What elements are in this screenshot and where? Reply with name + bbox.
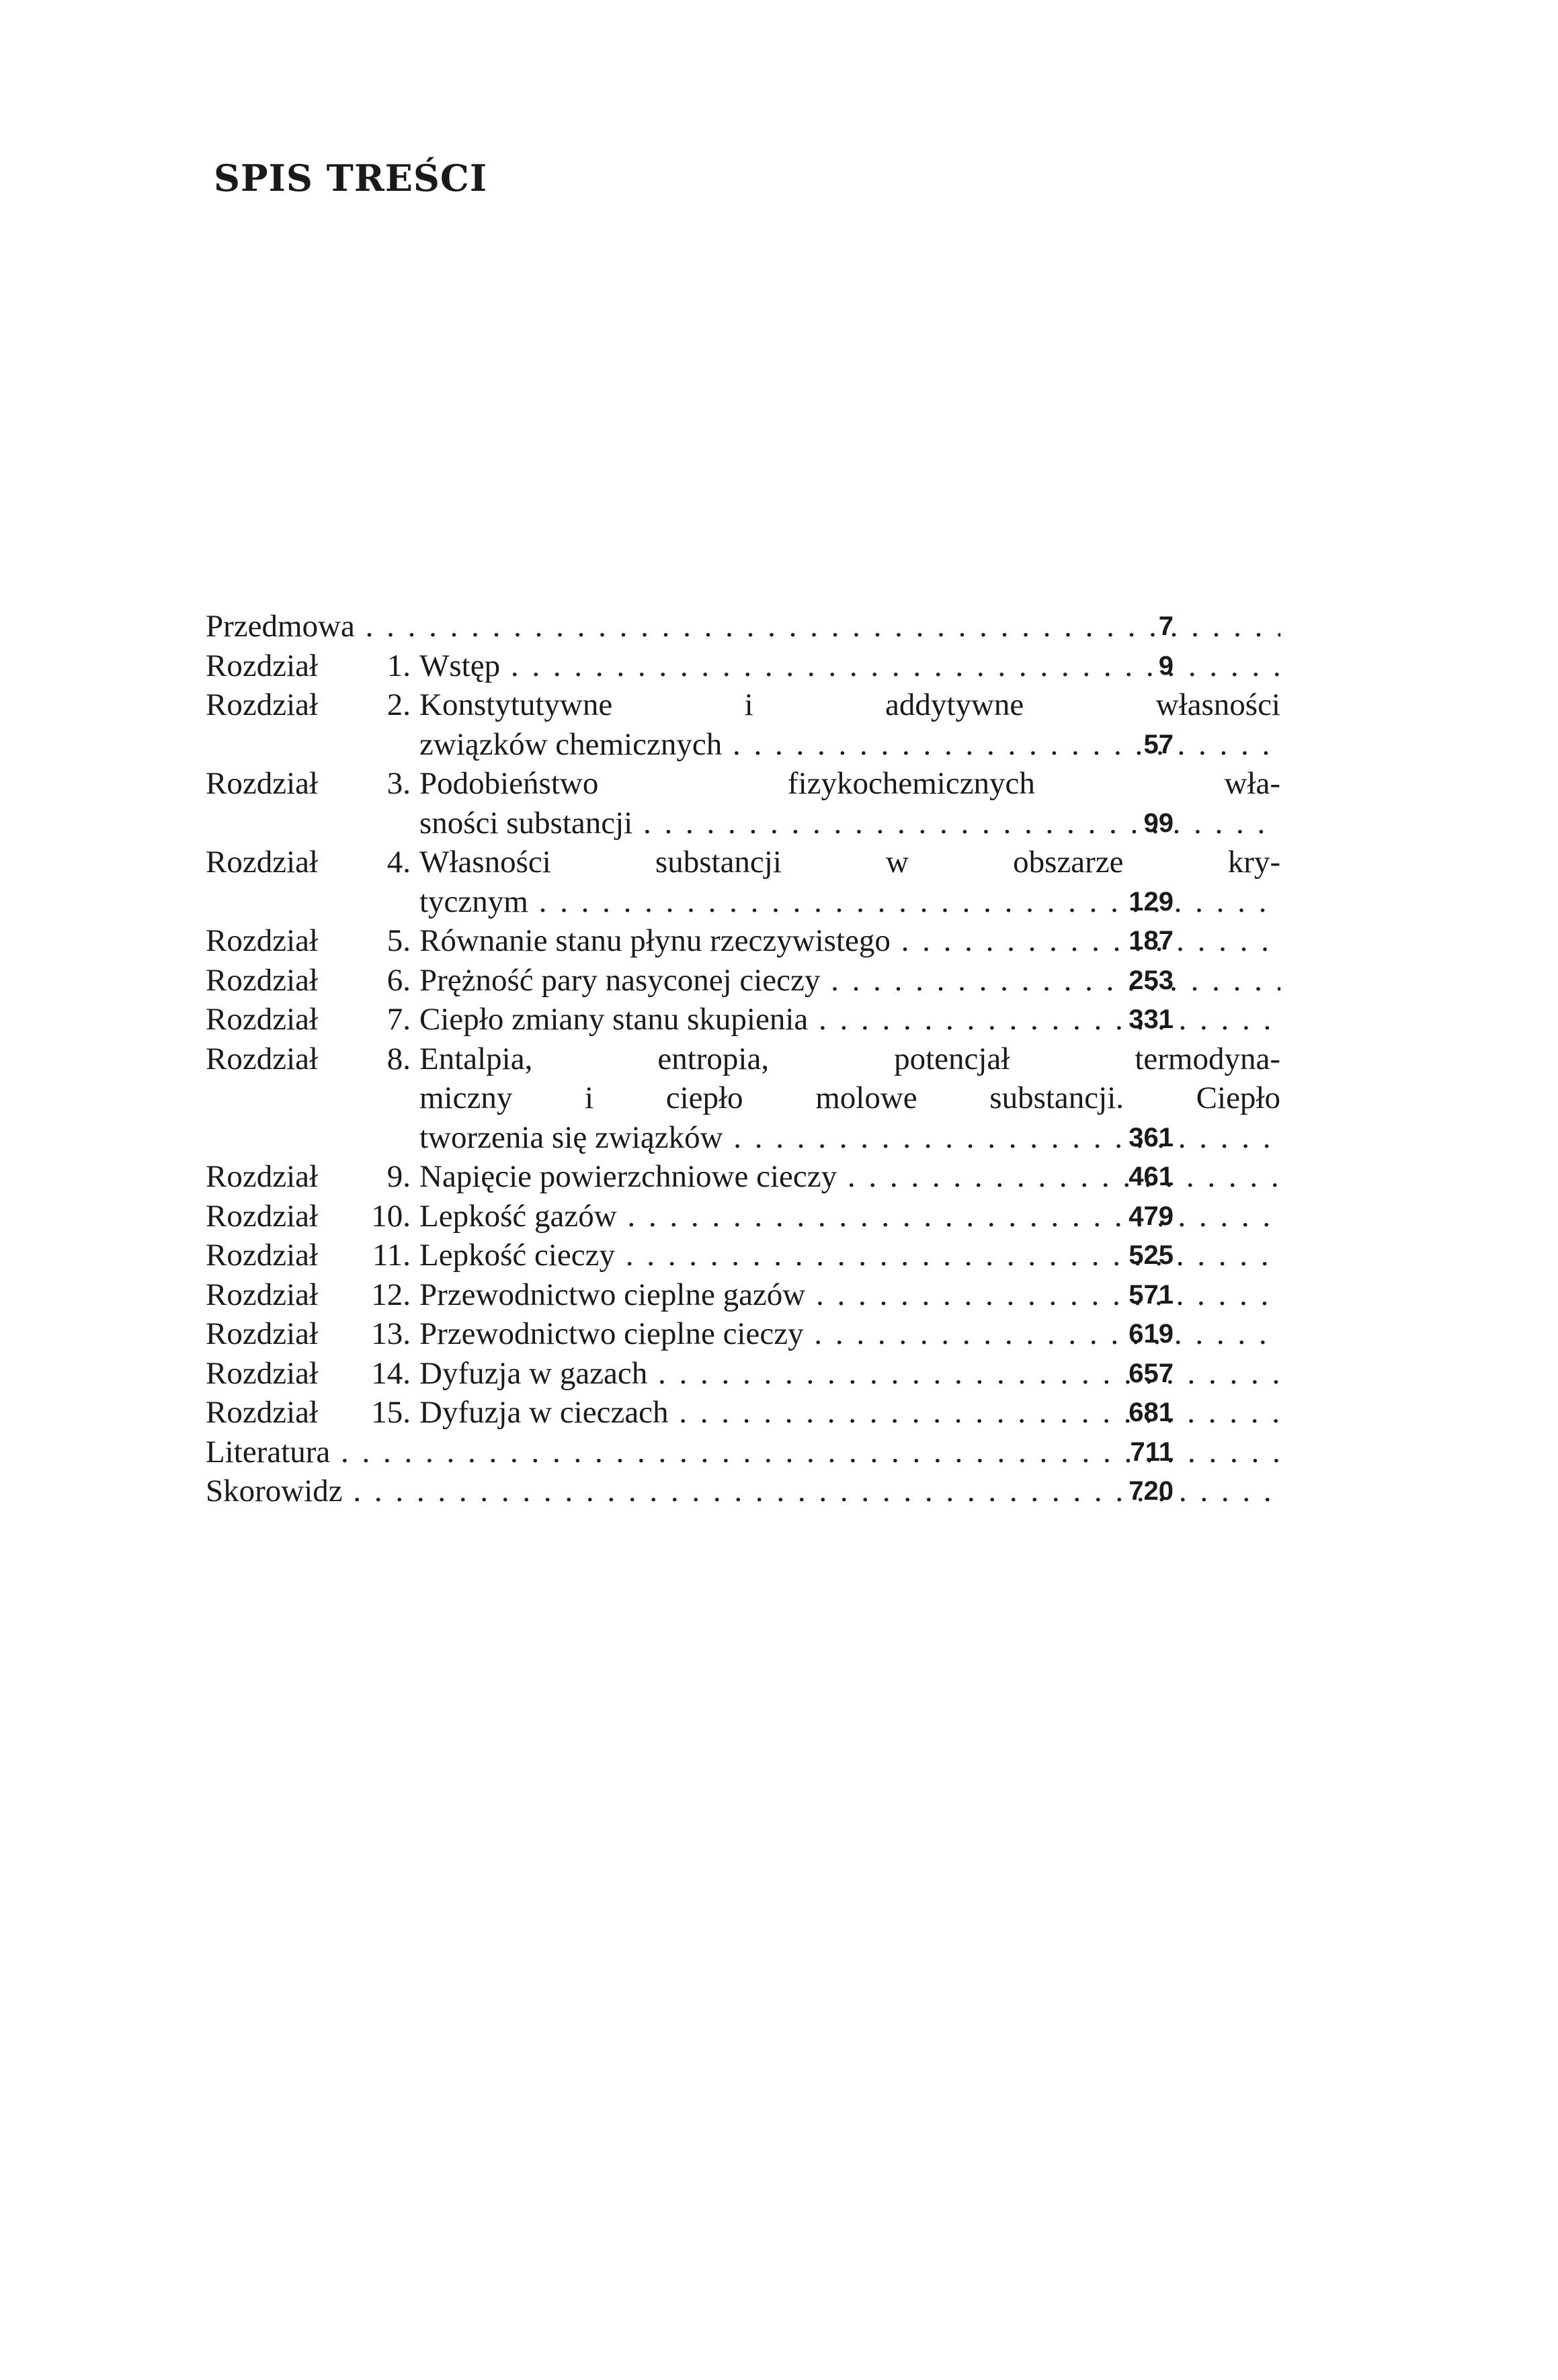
- toc-line: [206, 1275, 1174, 1315]
- toc-entry-title: Ciepło zmiany stanu skupienia . .: [419, 1000, 1280, 1039]
- toc-entry-number: 6.: [386, 962, 411, 998]
- toc-entry-title: tycznym . .: [419, 882, 1280, 922]
- toc-line: [206, 1157, 1174, 1197]
- toc-entry-label: Rozdział: [206, 766, 319, 801]
- toc-page-number: 479: [1129, 1201, 1174, 1231]
- toc-entry-title: Własności substancji w obszarze kry-: [419, 845, 1280, 880]
- toc-entry-label: Rozdział: [206, 1041, 319, 1076]
- toc-entry-label: Rozdział: [206, 1316, 319, 1351]
- toc-entry-number: 11.: [372, 1238, 411, 1273]
- toc-entry-title: Napięcie powierzchniowe cieczy . .: [419, 1157, 1280, 1197]
- toc-page-number: 99: [1143, 808, 1174, 838]
- toc-entry-title: Przewodnictwo cieplne cieczy . .: [419, 1314, 1280, 1354]
- toc-entry-number: 14.: [371, 1355, 411, 1391]
- toc-page-number: 525: [1129, 1240, 1174, 1270]
- toc-line: [206, 961, 1174, 1001]
- toc-entry-number: 3.: [386, 766, 411, 801]
- toc-page-number: 681: [1129, 1398, 1174, 1427]
- toc-page-number: 253: [1129, 965, 1174, 995]
- toc-entry-number: 15.: [371, 1395, 411, 1430]
- toc-page-number: 720: [1129, 1476, 1174, 1506]
- toc-page-number: 657: [1129, 1358, 1174, 1388]
- toc-entry-label: Rozdział: [206, 845, 319, 880]
- toc-page-number: 571: [1129, 1279, 1174, 1310]
- toc-entry-number: 5.: [386, 923, 411, 958]
- toc-entry-title: Przedmowa . .: [206, 607, 1280, 646]
- toc-page-number: 711: [1130, 1437, 1174, 1467]
- toc-entry-title: sności substancji . .: [419, 804, 1280, 843]
- toc-line: [206, 646, 1174, 686]
- toc-line: [206, 1433, 1174, 1472]
- table-of-contents: [206, 607, 1280, 1511]
- toc-page-number: 619: [1129, 1319, 1174, 1349]
- toc-entry-title: Przewodnictwo cieplne gazów . .: [419, 1275, 1280, 1315]
- toc-page-number: 461: [1129, 1162, 1174, 1191]
- toc-entry-number: 12.: [371, 1277, 411, 1312]
- toc-entry-title: Równanie stanu płynu rzeczywistego . .: [419, 921, 1280, 961]
- toc-line: [206, 1039, 1280, 1079]
- toc-line: [206, 882, 1174, 922]
- toc-line: [206, 1118, 1174, 1158]
- toc-entry-label: Rozdział: [206, 1355, 319, 1391]
- toc-entry-title: związków chemicznych . .: [419, 725, 1280, 765]
- toc-entry-label: Rozdział: [206, 1198, 319, 1234]
- toc-entry-label: Rozdział: [206, 962, 319, 998]
- toc-line: [206, 804, 1174, 843]
- toc-line: [206, 607, 1174, 646]
- toc-line: [206, 1314, 1174, 1354]
- page-title: SPIS TREŚCI: [214, 157, 488, 200]
- toc-line: [206, 1354, 1174, 1394]
- toc-entry-title: Dyfuzja w gazach . .: [419, 1354, 1280, 1394]
- toc-line: [206, 921, 1174, 961]
- toc-line: [206, 764, 1280, 804]
- toc-entry-label: Rozdział: [206, 923, 319, 958]
- toc-line: [206, 1236, 1174, 1275]
- toc-entry-label: Rozdział: [206, 648, 319, 683]
- toc-entry-title: miczny i ciepło molowe substancji. Ciepło: [419, 1080, 1280, 1115]
- toc-page-number: 187: [1129, 926, 1174, 955]
- toc-entry-label: Rozdział: [206, 1002, 319, 1037]
- toc-entry-label: Rozdział: [206, 1238, 319, 1273]
- toc-entry-title: Lepkość gazów . .: [419, 1197, 1280, 1236]
- toc-entry-number: 7.: [386, 1002, 411, 1037]
- toc-line: [206, 1393, 1174, 1433]
- toc-entry-title: Wstęp . .: [419, 646, 1280, 686]
- toc-entry-title: Lepkość cieczy . .: [419, 1236, 1280, 1275]
- toc-line: [206, 725, 1174, 765]
- toc-page-number: 9: [1158, 650, 1174, 681]
- toc-entry-number: 13.: [371, 1316, 411, 1351]
- toc-entry-label: Rozdział: [206, 1159, 319, 1194]
- toc-entry-title: Dyfuzja w cieczach . .: [419, 1393, 1280, 1433]
- toc-entry-label: Rozdział: [206, 687, 319, 722]
- toc-entry-number: 4.: [386, 845, 411, 880]
- toc-entry-title: Entalpia, entropia, potencjał termodyna-: [419, 1041, 1280, 1076]
- toc-entry-title: tworzenia się związków . .: [419, 1118, 1280, 1158]
- toc-page-number: 361: [1129, 1122, 1174, 1152]
- toc-line: [206, 1197, 1174, 1236]
- toc-line: [206, 685, 1280, 725]
- toc-line: [206, 1472, 1174, 1511]
- toc-entry-title: Literatura . .: [206, 1433, 1280, 1472]
- toc-entry-number: 8.: [386, 1041, 411, 1076]
- toc-page-number: 7: [1158, 611, 1174, 641]
- toc-entry-number: 1.: [386, 648, 411, 683]
- toc-entry-title: Konstytutywne i addytywne własności: [419, 687, 1280, 722]
- toc-entry-number: 2.: [386, 687, 411, 722]
- toc-line: [206, 1000, 1174, 1039]
- toc-entry-title: Skorowidz . .: [206, 1472, 1280, 1511]
- toc-line: [206, 1078, 1280, 1118]
- toc-entry-title: Podobieństwo fizykochemicznych wła-: [419, 766, 1280, 801]
- toc-entry-title: Prężność pary nasyconej cieczy . .: [419, 961, 1280, 1001]
- toc-entry-label: Rozdział: [206, 1277, 319, 1312]
- toc-page-number: 331: [1129, 1005, 1174, 1034]
- toc-line: [206, 843, 1280, 882]
- toc-entry-number: 10.: [371, 1198, 411, 1234]
- toc-entry-number: 9.: [386, 1159, 411, 1194]
- toc-page-number: 129: [1129, 886, 1174, 917]
- toc-page-number: 57: [1143, 729, 1174, 759]
- toc-entry-label: Rozdział: [206, 1395, 319, 1430]
